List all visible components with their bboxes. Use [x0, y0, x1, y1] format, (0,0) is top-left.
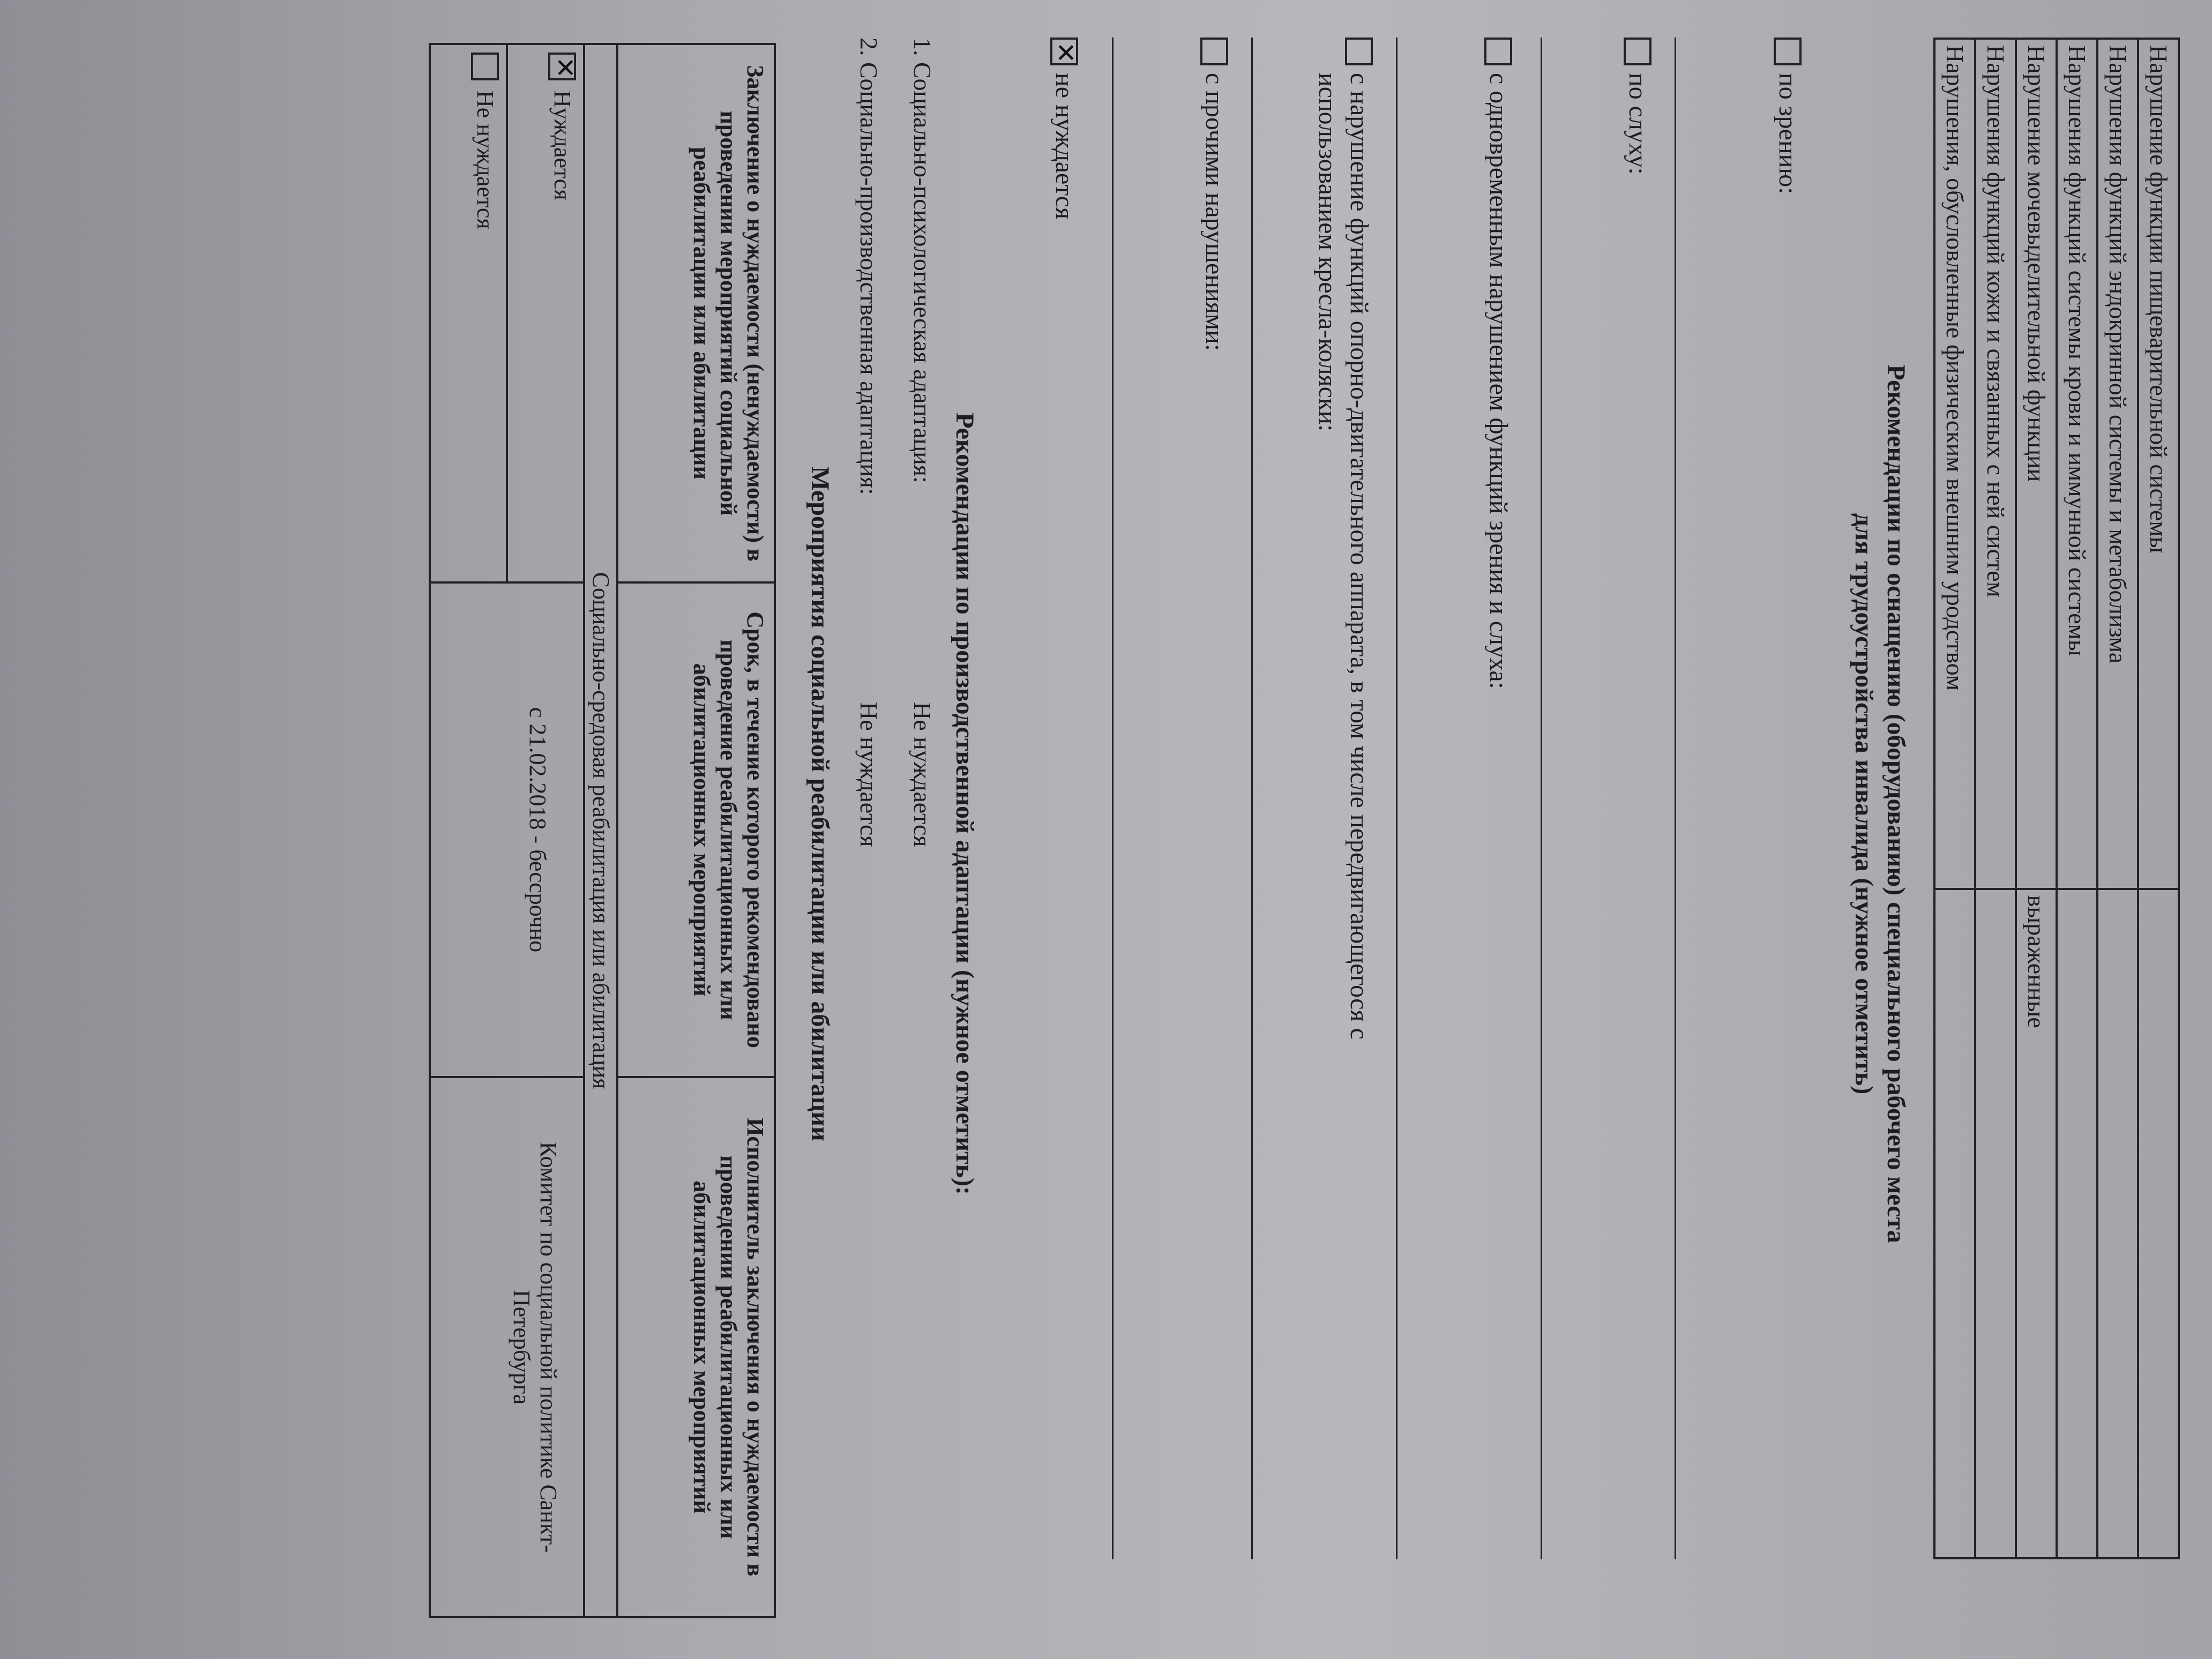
disorder-name: Нарушения, обусловленные физическим внешним уродством: [1934, 39, 1975, 889]
disorder-name: Нарушение функции пищеварительной системы: [2138, 39, 2179, 889]
disorder-name: Нарушения функций системы крови и иммунной системы: [2057, 39, 2097, 889]
workplace-title: [1848, 161, 1912, 1447]
option-label: с одновременным нарушением функций зрения и слуха:: [1484, 73, 1513, 690]
option-no-need[interactable]: [1050, 38, 1081, 219]
option-label: по слуху:: [1623, 73, 1652, 175]
table-row: [507, 44, 584, 1617]
option-musculoskeletal[interactable]: [1313, 38, 1376, 1040]
adaptation-title: Рекомендации по производственной адаптации (нужное отметить):: [951, 413, 979, 1195]
executor-cell: Комитет по социальной политике Санкт-Петербурга: [430, 1077, 584, 1617]
checkbox[interactable]: [471, 53, 499, 80]
divider: [1675, 38, 1676, 1559]
option-other[interactable]: [1200, 38, 1231, 351]
option-hearing[interactable]: [1623, 38, 1655, 175]
divider: [1112, 38, 1114, 1559]
checkbox[interactable]: [1345, 38, 1373, 65]
disorder-value: [1934, 889, 1975, 1558]
checkbox[interactable]: [1774, 38, 1802, 65]
workplace-title-line2: для трудоустройства инвалида (нужное отметить): [1850, 513, 1878, 1095]
option-vision-hearing[interactable]: [1484, 38, 1515, 689]
table-row: [1975, 39, 2016, 1558]
disorder-name: Нарушения функций кожи и связанных с ней систем: [1975, 39, 2016, 889]
disorder-value: [2138, 889, 2179, 1558]
no-need-cell: [430, 44, 507, 582]
adaptation-label: 2. Социально-производственная адаптация:: [855, 38, 883, 495]
disorder-name: Нарушения функций эндокринной системы и метаболизма: [2097, 39, 2138, 889]
divider: [1396, 38, 1398, 1559]
disorder-value: [2097, 889, 2138, 1558]
disorders-table: [1933, 38, 2180, 1559]
disorder-value: [1975, 889, 2016, 1558]
option-label-cont: использованием кресла-коляски:: [1313, 73, 1342, 432]
adaptation-item: [908, 38, 937, 483]
measures-title: Мероприятия социальной реабилитации или абилитации: [806, 466, 834, 1141]
need-label: Нуждается: [549, 91, 576, 200]
adaptation-value: Не нуждается: [855, 702, 883, 847]
checkbox-checked[interactable]: [1050, 38, 1078, 65]
header-cell: Заключение о нуждаемости (ненуждаемости) в проведении мероприятий социальной реабилитации или абилитации: [617, 44, 775, 582]
no-need-label: Не нуждается: [472, 91, 499, 229]
checkbox[interactable]: [1200, 38, 1228, 65]
term-cell: с 21.02.2018 - бессрочно: [430, 582, 584, 1077]
option-label: с нарушение функций опорно-двигательного аппарата, в том числе передвигающегося с: [1344, 73, 1373, 1040]
measures-table: [429, 43, 776, 1618]
subheader-cell: Социально-средовая реабилитация или абилитация: [584, 44, 617, 1617]
disorder-value: [2057, 889, 2097, 1558]
table-row: [2097, 39, 2138, 1558]
disorder-value: выраженные: [2016, 889, 2057, 1558]
adaptation-label: 1. Социально-психологическая адаптация:: [909, 38, 936, 483]
header-cell: Срок, в течение которого рекомендовано проведение реабилитационных или абилитационных мероприятий: [617, 582, 775, 1077]
checkbox[interactable]: [1624, 38, 1651, 65]
table-row: [2016, 39, 2057, 1558]
workplace-title-line1: Рекомендации по оснащению (оборудованию) специального рабочего места: [1882, 364, 1910, 1243]
disorder-name: Нарушение мочевыделительной функции: [2016, 39, 2057, 889]
option-vision[interactable]: [1773, 38, 1805, 195]
checkbox[interactable]: [1484, 38, 1512, 65]
checkbox-checked[interactable]: [548, 53, 576, 80]
table-row: [2057, 39, 2097, 1558]
adaptation-value: Не нуждается: [909, 702, 936, 847]
adaptation-item: [855, 38, 883, 495]
table-header-row: [617, 44, 775, 1617]
option-label: по зрению:: [1773, 73, 1802, 195]
table-subheader-row: [584, 44, 617, 1617]
header-cell: Исполнитель заключения о нуждаемости в проведении реабилитационных или абилитационных мероприятий: [617, 1077, 775, 1617]
need-cell: [507, 44, 584, 582]
divider: [1541, 38, 1542, 1559]
option-label: с прочими нарушениями:: [1200, 73, 1229, 352]
table-row: [2138, 39, 2179, 1558]
divider: [1251, 38, 1253, 1559]
option-label: не нуждается: [1050, 73, 1079, 220]
table-row: [1934, 39, 1975, 1558]
